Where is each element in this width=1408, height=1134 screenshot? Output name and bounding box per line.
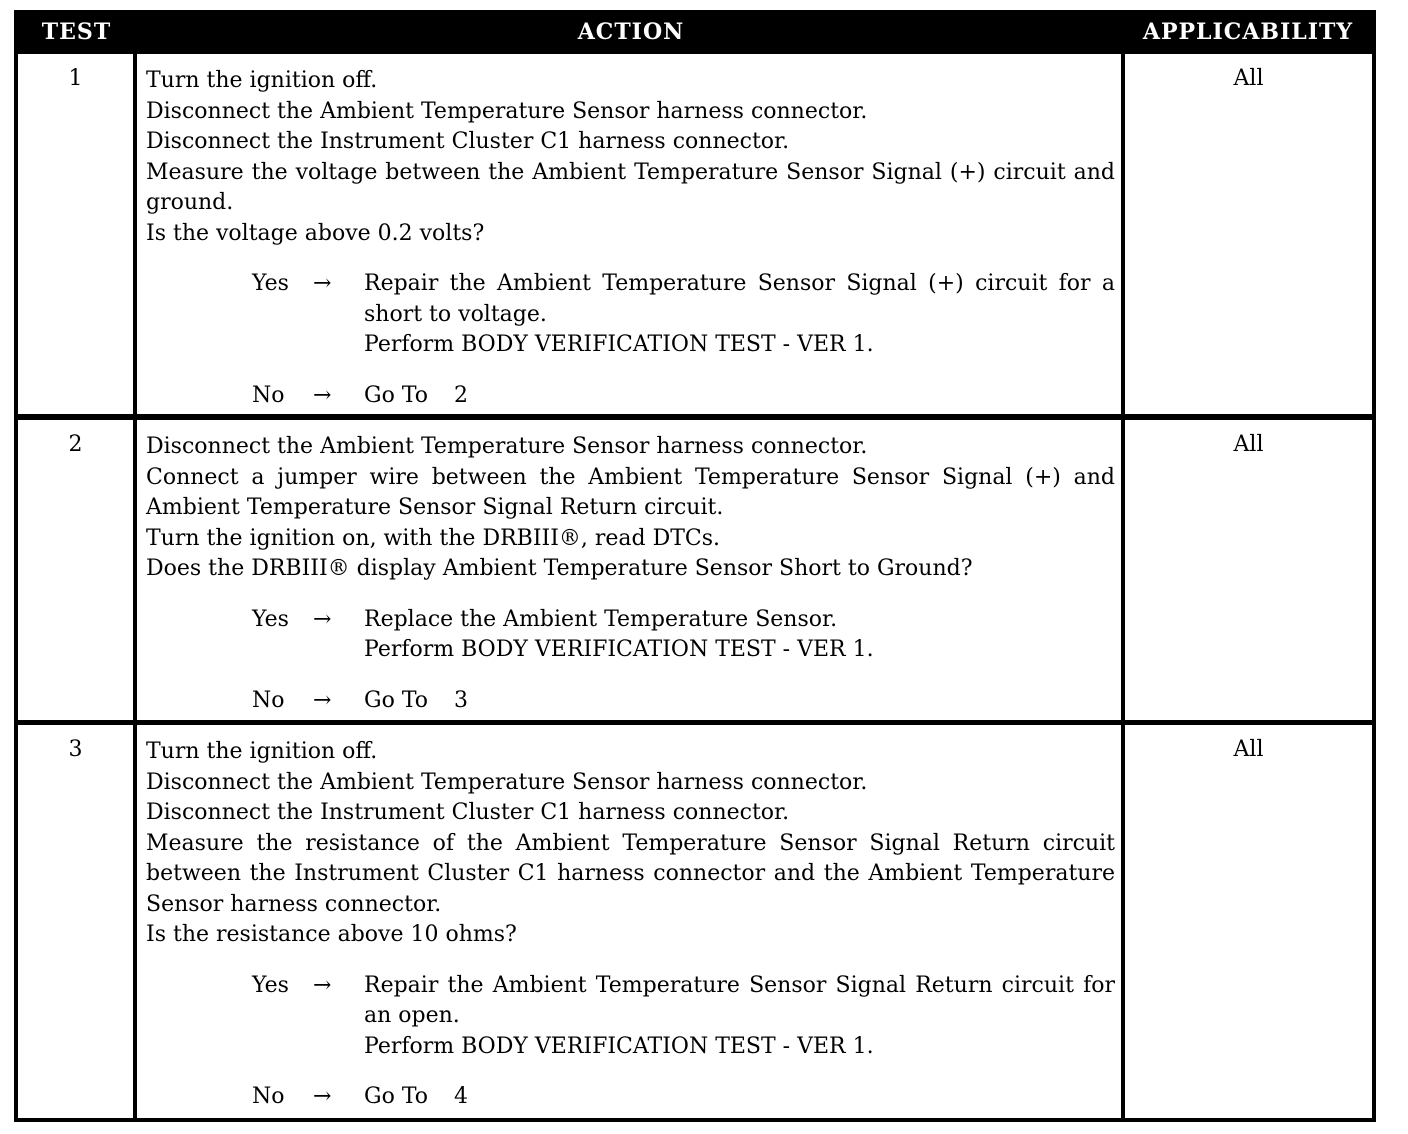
no-result: [146, 686, 1115, 717]
action-step: Is the voltage above 0.2 volts?: [146, 220, 485, 246]
row-3-action-cell: [137, 725, 1121, 1118]
test-number: 3: [68, 737, 83, 762]
action-step: Connect a jumper wire between the Ambient Temperature Sensor Signal (+) and Ambient Temperature Sensor Signal Return circuit.: [146, 464, 1115, 520]
action-step: Disconnect the Ambient Temperature Sensor harness connector.: [146, 769, 868, 795]
goto-target: 4: [454, 1084, 469, 1109]
row-1-action-cell: [137, 54, 1121, 414]
applicability-value: All: [1233, 66, 1264, 91]
row-2-action-cell: [137, 420, 1121, 720]
no-result: [146, 381, 1115, 412]
yes-verification: Perform BODY VERIFICATION TEST - VER 1.: [364, 637, 874, 662]
goto-text: Go To: [364, 1084, 429, 1109]
row-3-test-cell: [18, 725, 133, 1118]
yes-result: [146, 605, 1115, 666]
goto-link[interactable]: [364, 1084, 468, 1109]
no-result: [146, 1082, 1115, 1113]
goto-target: 3: [454, 687, 469, 713]
arrow-icon: →: [313, 382, 332, 408]
goto-text: Go To: [364, 382, 429, 408]
yes-action: Repair the Ambient Temperature Sensor Signal Return circuit for an open.: [364, 972, 1115, 1028]
action-step: Turn the ignition off.: [146, 68, 378, 93]
yes-verification: Perform BODY VERIFICATION TEST - VER 1.: [364, 1033, 874, 1059]
action-step: Turn the ignition off.: [146, 739, 378, 764]
no-label: No: [252, 687, 285, 713]
row-3-applicability-cell: [1125, 725, 1372, 1118]
goto-link[interactable]: [364, 688, 468, 713]
diagnostic-test-table: [14, 10, 1376, 1122]
action-step: Measure the resistance of the Ambient Temperature Sensor Signal Return circuit between the Instrument Cluster C1 harness connector and the Ambient Temperature Sensor harness connector.: [146, 830, 1115, 917]
yes-action: Repair the Ambient Temperature Sensor Signal (+) circuit for a short to voltage.: [364, 271, 1115, 327]
action-step: Is the resistance above 10 ohms?: [146, 922, 517, 947]
action-step: Turn the ignition on, with the DRBIII®, read DTCs.: [146, 525, 721, 551]
row-1-applicability-cell: [1125, 54, 1372, 414]
arrow-icon: →: [313, 687, 332, 713]
yes-verification: Perform BODY VERIFICATION TEST - VER 1.: [364, 332, 874, 357]
yes-result: [146, 269, 1115, 361]
arrow-icon: →: [313, 271, 332, 296]
arrow-icon: →: [313, 972, 332, 998]
yes-label: Yes: [252, 271, 289, 296]
goto-link[interactable]: [364, 383, 468, 408]
row-2-applicability-cell: [1125, 420, 1372, 720]
arrow-icon: →: [313, 606, 332, 632]
action-step: Measure the voltage between the Ambient Temperature Sensor Signal (+) circuit and ground.: [146, 159, 1115, 215]
applicability-value: All: [1233, 432, 1264, 457]
action-step: Does the DRBIII® display Ambient Temperature Sensor Short to Ground?: [146, 556, 973, 581]
action-step: Disconnect the Instrument Cluster C1 harness connector.: [146, 800, 790, 825]
row-1-test-cell: [18, 54, 133, 414]
goto-target: 2: [454, 382, 469, 408]
action-step: Disconnect the Ambient Temperature Sensor harness connector.: [146, 98, 868, 124]
yes-label: Yes: [252, 972, 289, 998]
goto-text: Go To: [364, 687, 429, 713]
yes-label: Yes: [252, 606, 289, 632]
no-label: No: [252, 1084, 285, 1109]
test-number: 1: [68, 66, 83, 91]
action-step: Disconnect the Instrument Cluster C1 harness connector.: [146, 129, 790, 154]
yes-result: [146, 971, 1115, 1063]
no-label: No: [252, 382, 285, 408]
header-action: ACTION: [138, 14, 1124, 51]
arrow-icon: →: [313, 1084, 332, 1109]
action-step: Disconnect the Ambient Temperature Sensor harness connector.: [146, 434, 868, 459]
yes-action: Replace the Ambient Temperature Sensor.: [364, 606, 838, 632]
header-applicability: APPLICABILITY: [1124, 14, 1372, 51]
header-test: TEST: [18, 14, 135, 51]
test-number: 2: [68, 432, 83, 457]
row-2-test-cell: [18, 420, 133, 720]
table-body: [18, 14, 1372, 1118]
applicability-value: All: [1233, 737, 1264, 762]
